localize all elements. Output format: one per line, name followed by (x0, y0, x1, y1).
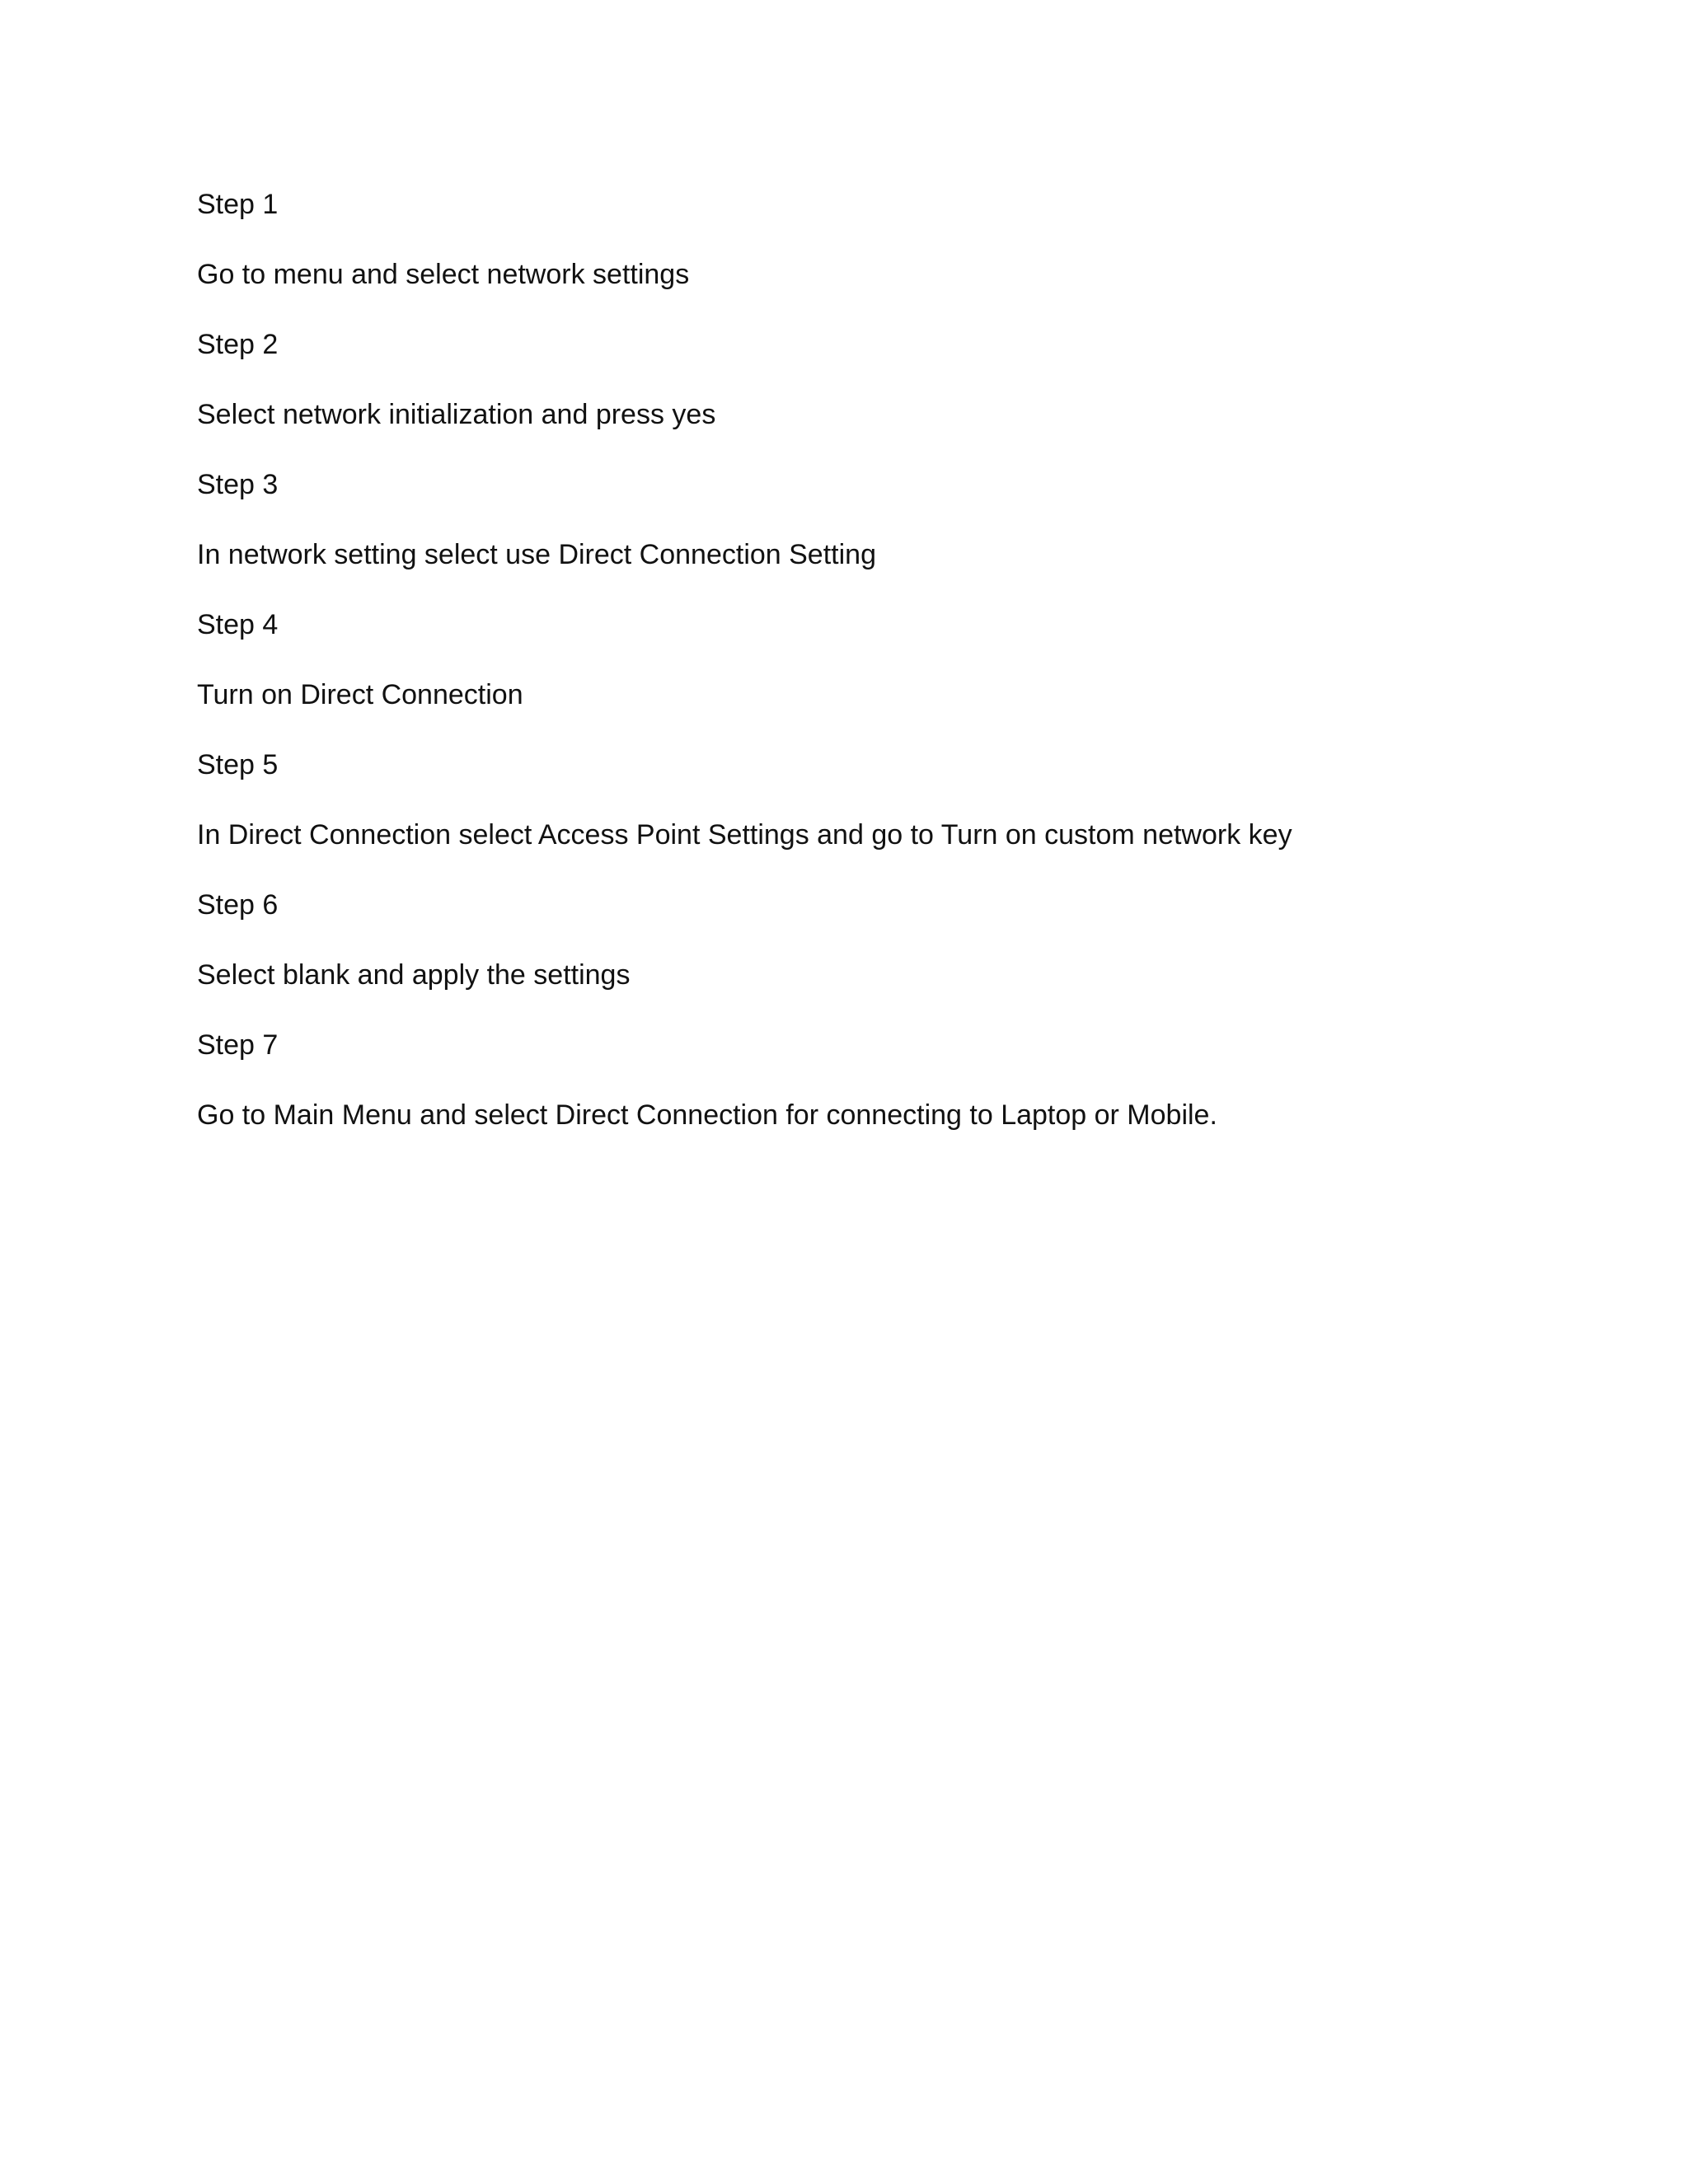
step-4-text: Turn on Direct Connection (197, 679, 523, 710)
step-5-heading: Step 5 (197, 749, 279, 780)
document-body (197, 186, 1516, 1167)
step-2-heading: Step 2 (197, 329, 279, 360)
step-4-heading: Step 4 (197, 609, 279, 640)
step-6-heading: Step 6 (197, 889, 279, 921)
step-1-text: Go to menu and select network settings (197, 259, 690, 290)
step-5-text: In Direct Connection select Access Point Settings and go to Turn on custom network key (197, 819, 1292, 851)
step-7-heading: Step 7 (197, 1029, 279, 1061)
step-6-text: Select blank and apply the settings (197, 959, 631, 991)
step-2-text: Select network initialization and press yes (197, 399, 716, 430)
step-7-text: Go to Main Menu and select Direct Connection for connecting to Laptop or Mobile. (197, 1099, 1217, 1131)
step-1-heading: Step 1 (197, 189, 279, 220)
step-3-heading: Step 3 (197, 469, 279, 500)
step-3-text: In network setting select use Direct Connection Setting (197, 539, 876, 570)
